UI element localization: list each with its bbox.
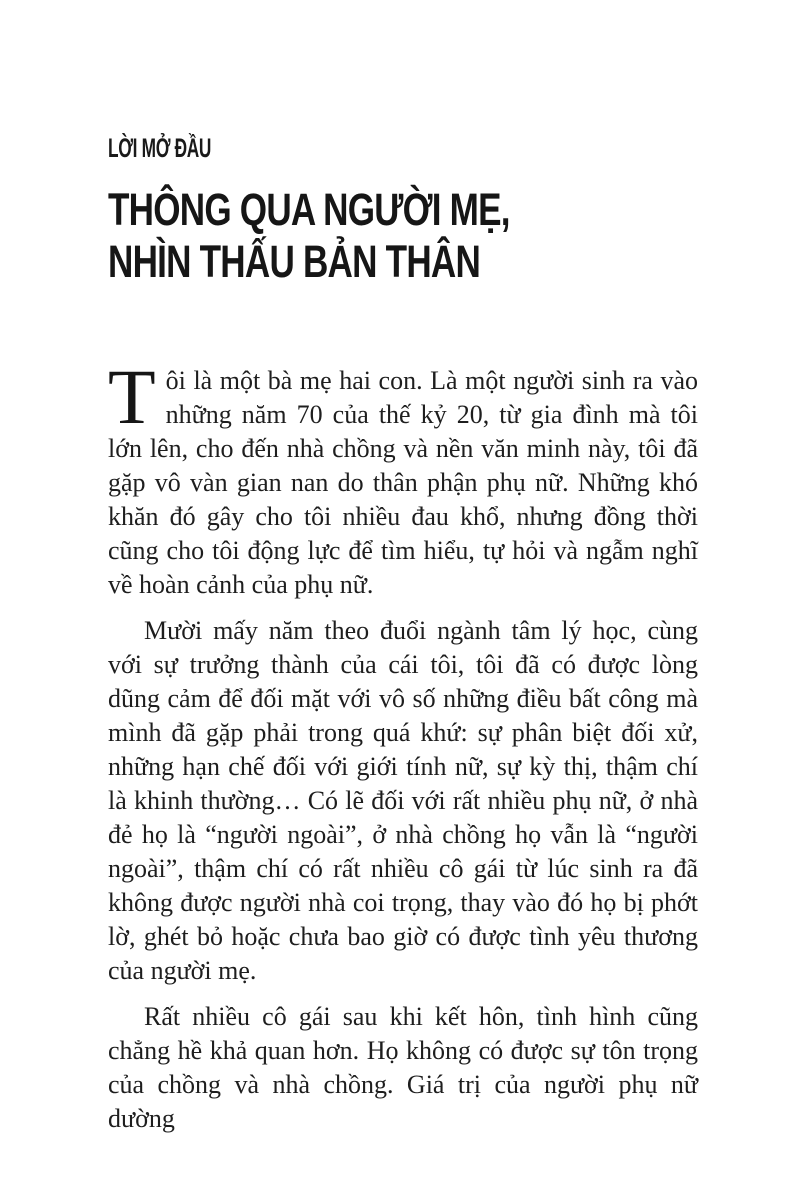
chapter-body [108,353,698,1136]
body-paragraph: Tôi là một bà mẹ hai con. Là một người sinh ra vào những năm 70 của thế kỷ 20, từ gia đình mà tôi lớn lên, cho đến nhà chồng và nền văn minh này, tôi đã gặp vô vàn gian nan do thân phận phụ nữ. Những khó khăn đó gây cho tôi nhiều đau khổ, nhưng đồng thời cũng cho tôi động lực để tìm hiểu, tự hỏi và ngẫm nghĩ về hoàn cảnh của phụ nữ. [108,353,698,599]
body-paragraph: Rất nhiều cô gái sau khi kết hôn, tình hình cũng chẳng hề khả quan hơn. Họ không có được sự tôn trọng của chồng và nhà chồng. Giá trị của người phụ nữ dường [108,1002,698,1133]
body-paragraph: Mười mấy năm theo đuổi ngành tâm lý học, cùng với sự trưởng thành của cái tôi, tôi đã có được lòng dũng cảm để đối mặt với vô số những điều bất công mà mình đã gặp phải trong quá khứ: sự phân biệt đối xử, những hạn chế đối với giới tính nữ, sự kỳ thị, thậm chí là khinh thường… Có lẽ đối với rất nhiều phụ nữ, ở nhà đẻ họ là “người ngoài”, ở nhà chồng họ vẫn là “người ngoài”, thậm chí có rất nhiều cô gái từ lúc sinh ra đã không được người nhà coi trọng, thay vào đó họ bị phớt lờ, ghét bỏ hoặc chưa bao giờ có được tình yêu thương của người mẹ. [108,616,698,985]
chapter-title-line-1: THÔNG QUA NGƯỜI MẸ, [108,184,510,235]
chapter-title-line-2: NHÌN THẤU BẢN THÂN [108,236,481,287]
chapter-title [108,184,698,288]
chapter-kicker: LỜI MỞ ĐẦU [108,133,212,163]
